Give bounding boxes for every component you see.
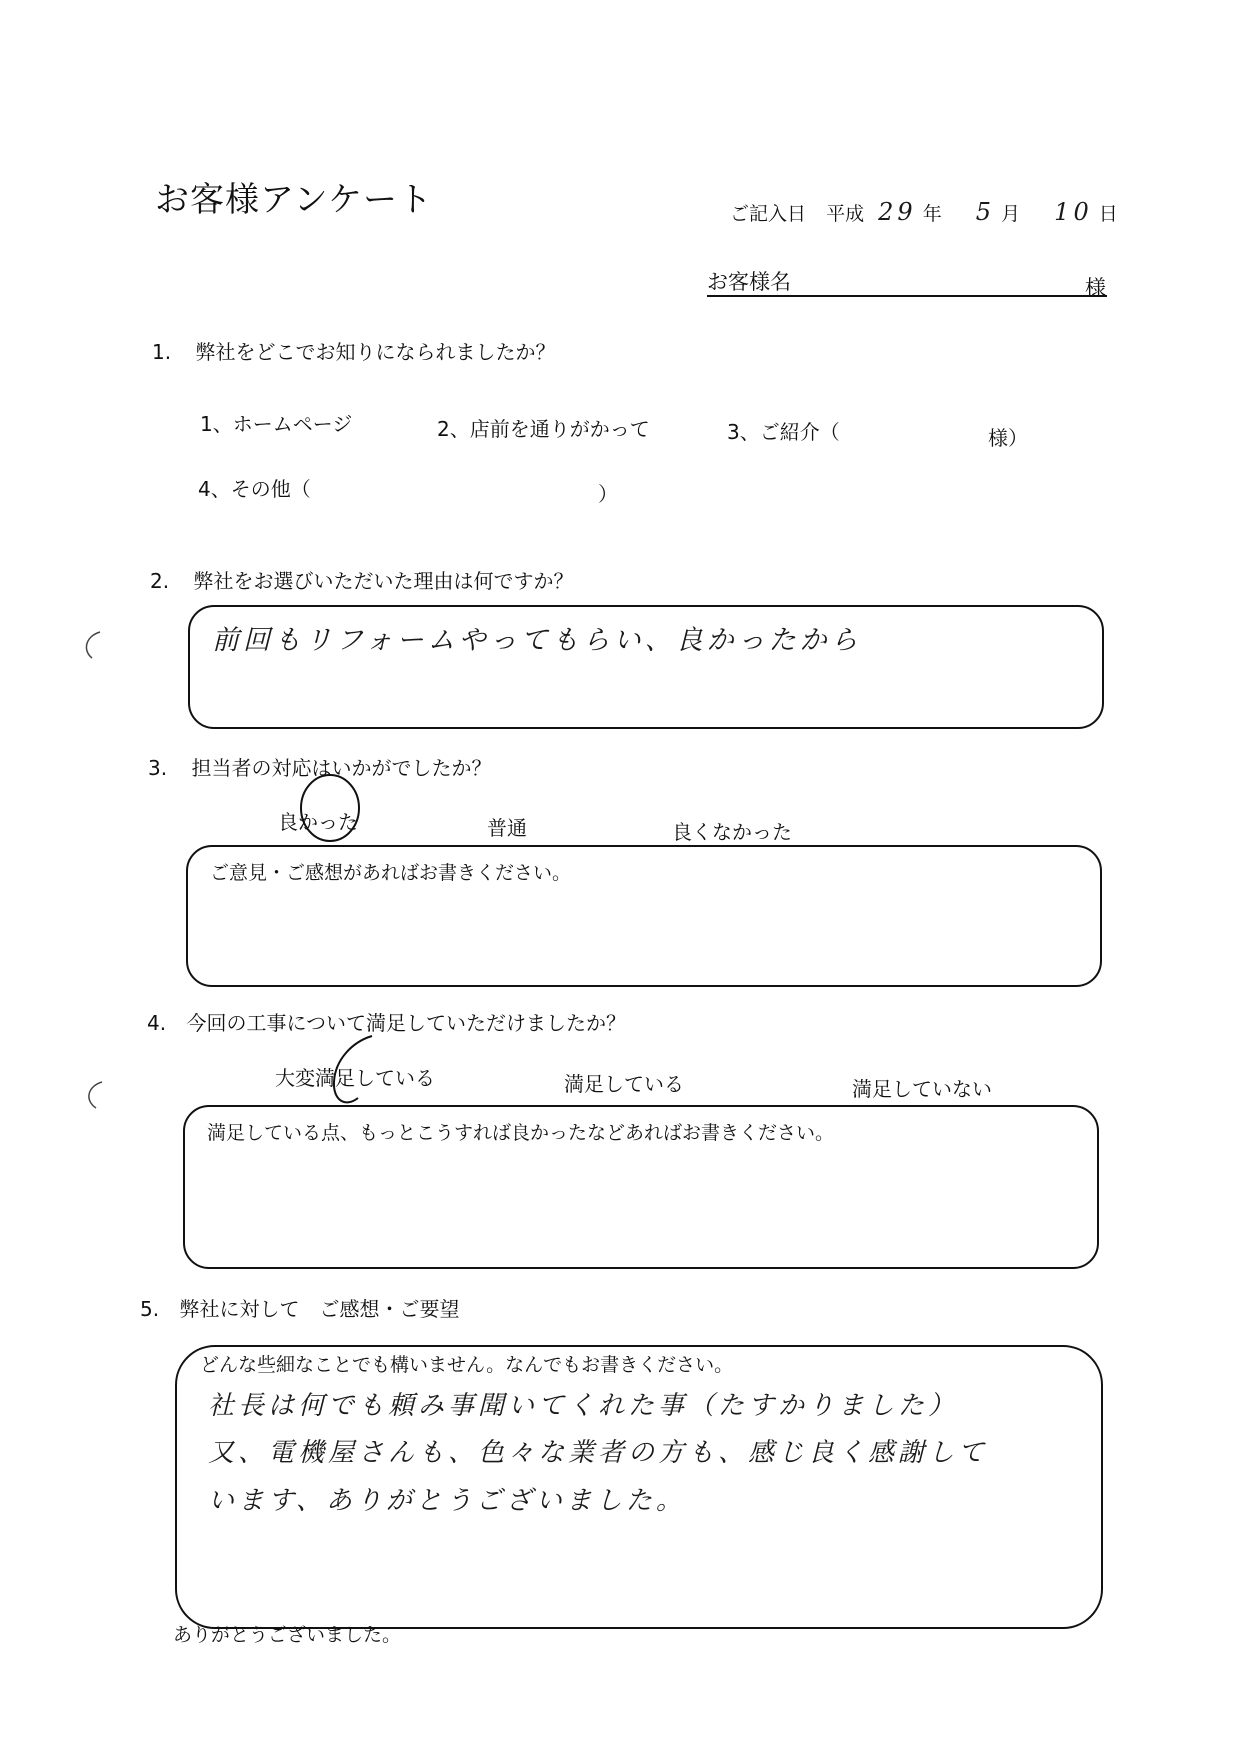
q3-option-normal: 普通	[487, 816, 527, 840]
q1-option-homepage: 1、ホームページ	[200, 412, 353, 436]
q4-selection-mark	[334, 1036, 372, 1102]
date-month-unit: 月	[1001, 203, 1021, 225]
date-month-value: 5	[975, 198, 996, 226]
customer-name-suffix: 様	[1085, 276, 1106, 300]
date-year-unit: 年	[922, 203, 942, 225]
q2-number: 2.	[150, 569, 170, 593]
customer-name-label: お客様名	[707, 270, 791, 294]
q4-option-satisfied: 満足している	[564, 1072, 684, 1096]
q3-number: 3.	[148, 756, 168, 780]
q5-comment-prompt: どんな些細なことでも構いません。なんでもお書きください。	[200, 1354, 734, 1376]
q1-option-other: 4、その他（	[198, 477, 311, 501]
q1-option-other-close: ）	[598, 482, 618, 506]
q1-option-storefront: 2、店前を通りがかって	[437, 417, 650, 441]
q4-comment-prompt: 満足している点、もっとこうすれば良かったなどあればお書きください。	[207, 1122, 835, 1144]
date-era: 平成	[826, 203, 865, 225]
q2-question: 弊社をお選びいただいた理由は何ですか？	[193, 569, 574, 593]
q4-option-very-satisfied: 大変満足している	[275, 1066, 435, 1090]
q3-comment-prompt: ご意見・ご感想があればお書きください。	[210, 862, 572, 884]
q1-number: 1.	[152, 340, 172, 364]
q1-question: 弊社をどこでお知りになられましたか？	[195, 340, 556, 364]
q4-number: 4.	[147, 1011, 167, 1035]
q3-option-bad: 良くなかった	[672, 820, 792, 844]
q4-option-not-satisfied: 満足していない	[852, 1077, 992, 1101]
q3-question: 担当者の対応はいかがでしたか？	[191, 756, 492, 780]
q1-option-referral-suffix: 様）	[988, 426, 1028, 450]
date-label: ご記入日	[730, 203, 807, 225]
q5-number: 5.	[140, 1297, 160, 1321]
date-year-value: 29	[878, 198, 917, 226]
q5-handwritten-line-3: います、ありがとうございました。	[208, 1486, 686, 1516]
margin-mark-2	[89, 1082, 102, 1108]
date-day-unit: 日	[1098, 203, 1118, 225]
survey-title: お客様アンケート	[155, 180, 433, 220]
q1-option-referral: 3、ご紹介（	[727, 420, 840, 444]
q4-question: 今回の工事について満足していただけましたか？	[186, 1011, 627, 1035]
q5-question: 弊社に対して ご感想・ご要望	[179, 1297, 460, 1321]
q5-handwritten-line-2: 又、電機屋さんも、色々な業者の方も、感じ良く感謝して	[208, 1438, 989, 1468]
q3-option-good: 良かった	[278, 810, 358, 834]
date-day-value: 10	[1054, 198, 1093, 226]
margin-mark-1	[86, 632, 100, 658]
q3-selection-circle	[301, 775, 359, 841]
footer-thanks: ありがとうございました。	[173, 1624, 402, 1646]
q5-handwritten-line-1: 社長は何でも頼み事聞いてくれた事（たすかりました）	[208, 1391, 959, 1421]
q2-handwritten-answer: 前回もリフォームやってもらい、良かったから	[212, 625, 862, 656]
